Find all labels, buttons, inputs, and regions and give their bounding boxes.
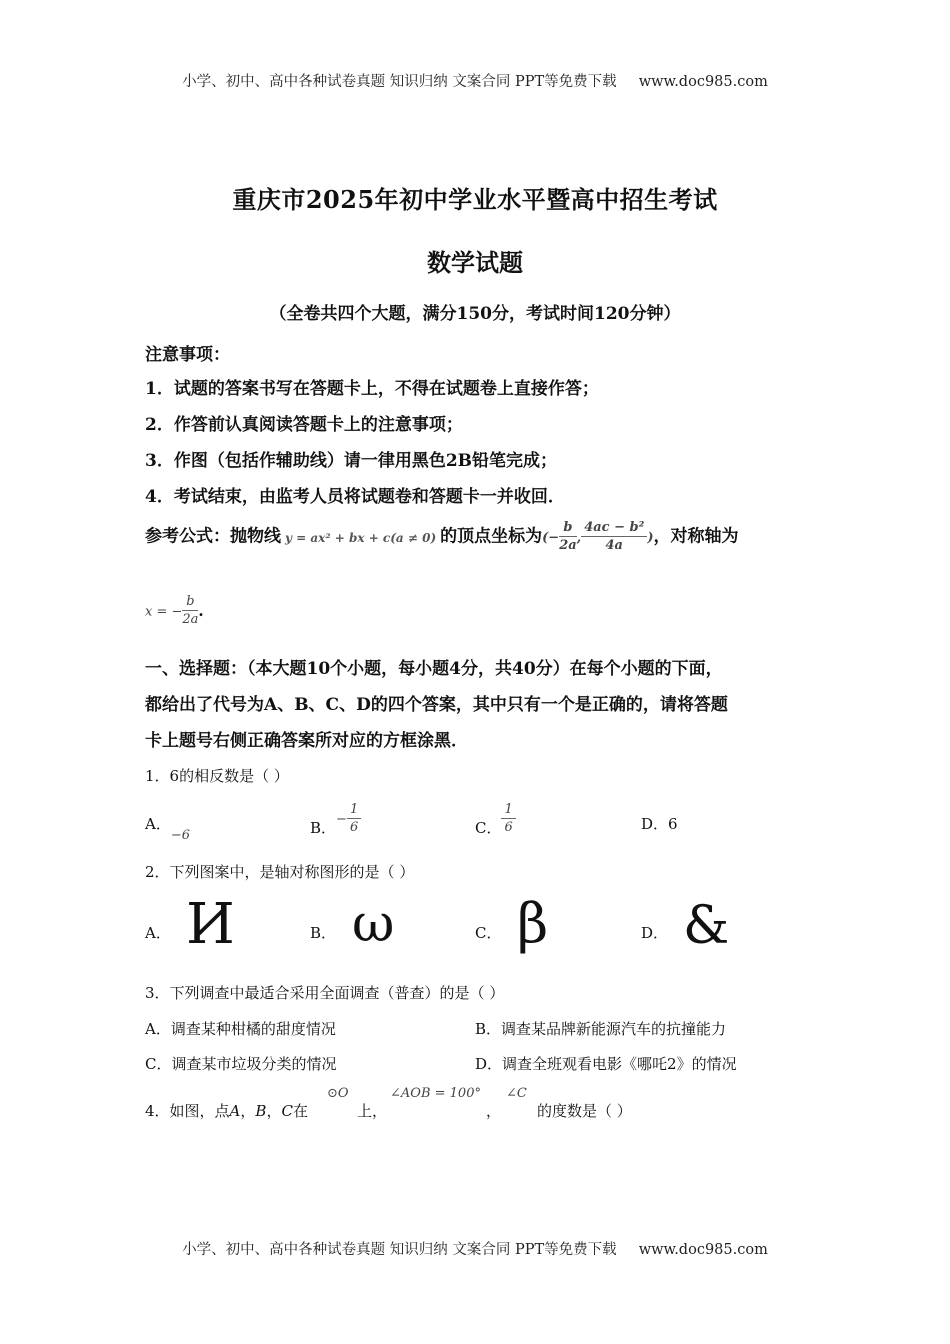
q2-b-label: B．	[310, 924, 337, 942]
vertex-close: )	[647, 530, 654, 546]
q2-a-glyph: И	[186, 892, 235, 957]
notes-heading: 注意事项：	[145, 345, 230, 365]
section1-line-3: 卡上题号右侧正确答案所对应的方框涂黑．	[145, 731, 468, 751]
q4-stem	[145, 1100, 308, 1121]
vertex-open: (−	[542, 530, 560, 546]
q1-c-den: 6	[504, 820, 513, 835]
note-item-3: 3．作图（包括作辅助线）请一律用黑色2B铅笔完成；	[145, 451, 558, 471]
q4-part1: 4．如图，点	[145, 1102, 230, 1120]
exam-title: 重庆市2025年初中学业水平暨高中招生考试	[232, 185, 718, 214]
q3-option-b: B．调查某品牌新能源汽车的抗撞能力	[475, 1020, 727, 1038]
q2-b-glyph: ω	[352, 894, 395, 954]
q1-stem: 1．6的相反数是（ ）	[145, 767, 289, 785]
q1-option-b	[310, 802, 361, 836]
axis-lhs: x = −	[145, 604, 183, 620]
header-text: 小学、初中、高中各种试卷真题 知识归纳 文案合同 PPT等免费下载	[182, 74, 617, 90]
exam-subtitle: 数学试题	[427, 248, 523, 277]
vertex-y-fraction	[581, 520, 647, 554]
axis-den: 2a	[182, 612, 199, 627]
q2-c-glyph: β	[517, 892, 549, 955]
q1-b-den: 6	[349, 820, 359, 835]
q2-d-label: D．	[641, 924, 669, 942]
page-footer	[0, 1238, 950, 1259]
q1-b-fraction	[347, 802, 361, 836]
axis-num: b	[182, 594, 198, 611]
axis-fraction	[182, 594, 198, 628]
formula-prefix: 参考公式：抛物线	[145, 526, 281, 547]
q3-stem: 3．下列调查中最适合采用全面调查（普查）的是（ ）	[145, 984, 505, 1002]
q1-b-sign: −	[336, 812, 347, 827]
section1-line-1: 一、选择题：（本大题10个小题，每小题4分，共40分）在每个小题的下面，	[145, 659, 723, 679]
vertex-y-den: 4a	[605, 538, 623, 553]
axis-formula	[145, 594, 215, 628]
q4-sep-1: ，	[240, 1102, 256, 1120]
formula-suffix: ，对称轴为	[653, 526, 739, 547]
q1-c-num: 1	[501, 802, 515, 819]
section1-line-2: 都给出了代号为A、B、C、D的四个答案，其中只有一个是正确的，请将答题	[145, 695, 728, 715]
vertex-y-num: 4ac − b²	[581, 520, 647, 537]
q4-sep-2: ，	[266, 1102, 282, 1120]
q4-at: 在	[292, 1102, 308, 1120]
axis-end: ．	[198, 600, 216, 621]
q1-b-num: 1	[347, 802, 361, 819]
page-header	[0, 70, 950, 91]
q3-option-c: C．调查某市垃圾分类的情况	[145, 1055, 337, 1073]
header-site-link[interactable]: www.doc985.com	[638, 74, 768, 90]
q4-point-c: C	[281, 1102, 293, 1120]
q2-d-glyph: &	[683, 896, 730, 956]
formula-middle: 的顶点坐标为	[440, 526, 543, 547]
q3-option-d: D．调查全班观看电影《哪吒2》的情况	[475, 1055, 737, 1073]
q1-a-label: A．	[145, 815, 171, 833]
note-item-4: 4．考试结束，由监考人员将试题卷和答题卡一并收回．	[145, 487, 565, 507]
q4-angle-c: ∠C	[506, 1086, 527, 1101]
q2-a-label: A．	[145, 924, 171, 942]
q1-option-a	[145, 813, 191, 843]
footer-text: 小学、初中、高中各种试卷真题 知识归纳 文案合同 PPT等免费下载	[182, 1242, 617, 1258]
note-item-1: 1．试题的答案书写在答题卡上，不得在试题卷上直接作答；	[145, 379, 599, 399]
vertex-x-fraction	[559, 520, 576, 554]
q2-c-label: C．	[475, 924, 502, 942]
q1-c-fraction	[501, 802, 515, 836]
q4-comma: ，	[486, 1102, 502, 1120]
q4-point-a: A	[229, 1102, 241, 1120]
q1-c-label: C．	[475, 819, 502, 837]
parabola-equation: y = ax² + bx + c(a ≠ 0)	[285, 530, 437, 545]
q4-tail: 的度数是（ ）	[537, 1102, 632, 1120]
vertex-x-den: 2a	[559, 538, 577, 553]
q4-on: 上，	[357, 1102, 388, 1120]
q1-b-label: B．	[310, 819, 337, 837]
q1-option-c	[475, 802, 516, 836]
q4-angle-aob: ∠AOB = 100°	[390, 1086, 481, 1101]
q1-a-value: −6	[170, 828, 191, 843]
q2-stem: 2．下列图案中，是轴对称图形的是（ ）	[145, 863, 415, 881]
q4-point-b: B	[255, 1102, 267, 1120]
exam-scope: （全卷共四个大题，满分150分，考试时间120分钟）	[269, 304, 681, 324]
q4-circle-o: ⊙O	[327, 1086, 349, 1101]
reference-formula: 参考公式：抛物线 y = ax² + bx + c(a ≠ 0) 的顶点坐标为(− $\frac{b}{2a}$ , $\frac{\text{4ac − b²}}{4a}$ )，对称轴为	[145, 520, 739, 553]
vertex-x-num: b	[559, 520, 576, 537]
q1-option-d: D．6	[641, 815, 678, 833]
note-item-2: 2．作答前认真阅读答题卡上的注意事项；	[145, 415, 463, 435]
footer-site-link[interactable]: www.doc985.com	[638, 1242, 768, 1258]
q3-option-a: A．调查某种柑橘的甜度情况	[145, 1020, 336, 1038]
